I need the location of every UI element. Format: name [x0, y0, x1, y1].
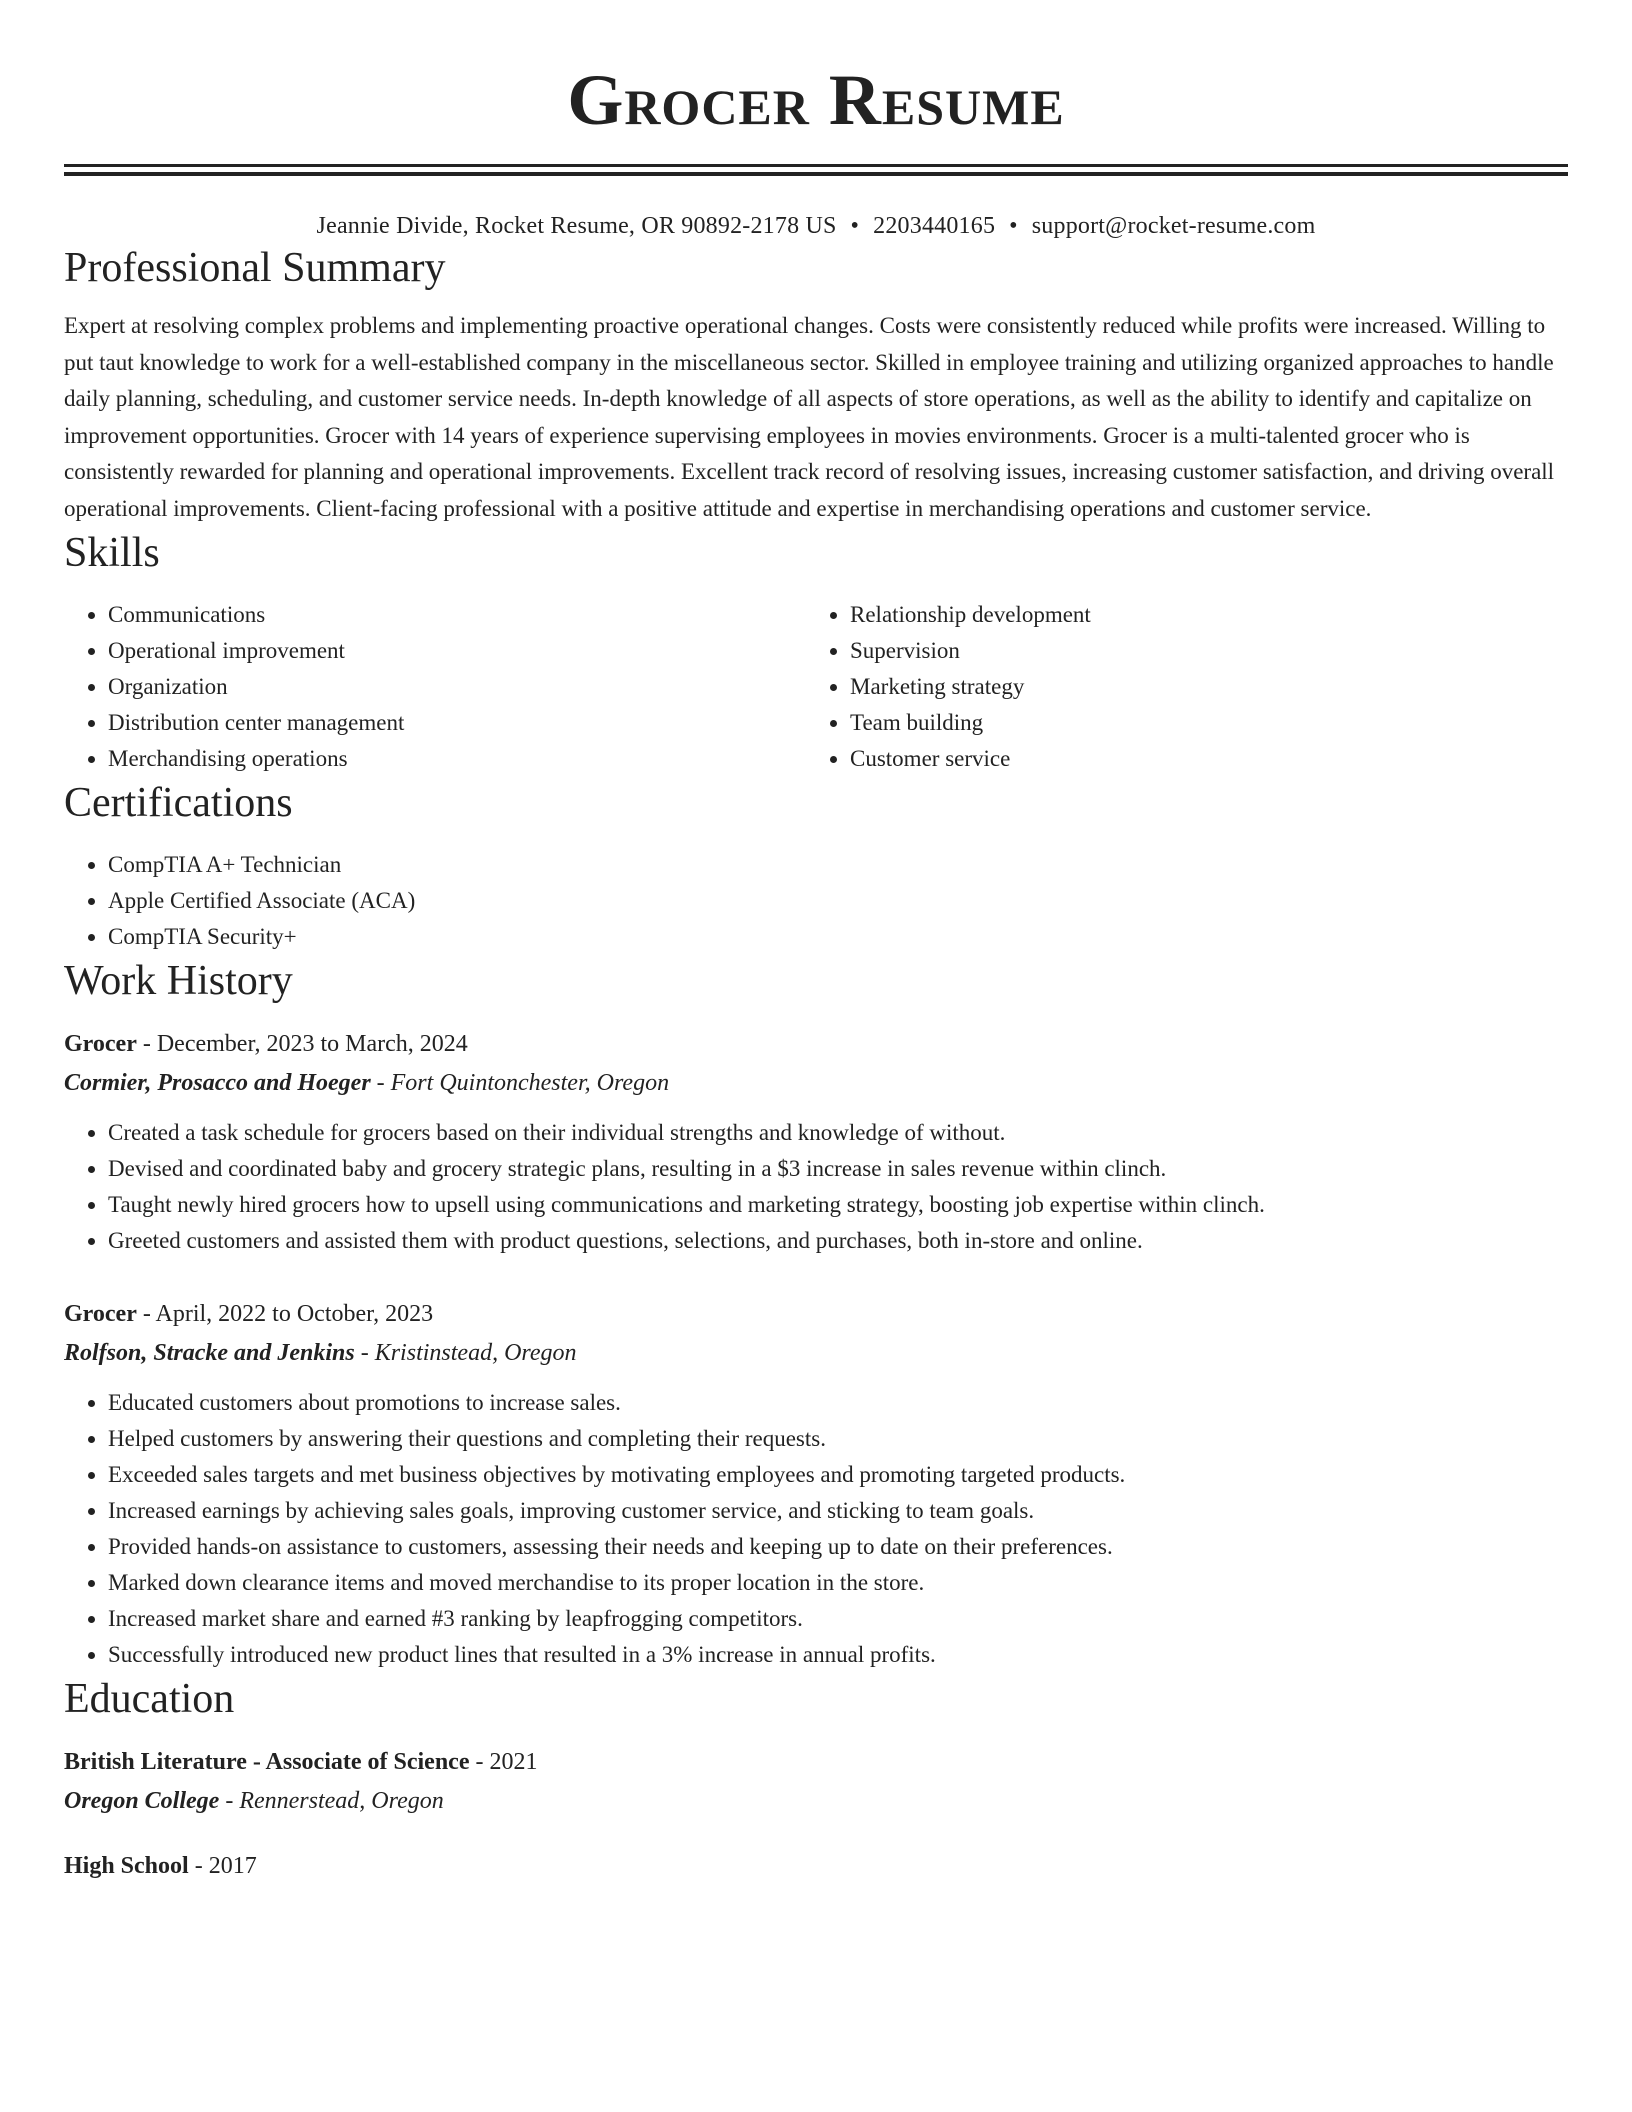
skill-item: • Customer service: [850, 741, 1548, 777]
resume-title: Grocer Resume: [567, 60, 1065, 140]
job-bullet: • Exceeded sales targets and met business objectives by motivating employees and promoting targeted products.: [108, 1457, 1568, 1493]
job-dates: - April, 2022 to October, 2023: [136, 1301, 434, 1327]
job-bullet: • Increased market share and earned #3 ranking by leapfrogging competitors.: [108, 1601, 1568, 1637]
contact-separator: •: [1009, 213, 1018, 239]
skills-grid: [64, 597, 1568, 777]
job-bullet: • Educated customers about promotions to increase sales.: [108, 1385, 1568, 1421]
job-bullet: • Devised and coordinated baby and grocery strategic plans, resulting in a $3 increase in sales revenue within clinch.: [108, 1151, 1568, 1187]
education-school: Oregon College: [64, 1788, 220, 1814]
education-degree-line: [64, 1743, 1568, 1781]
summary-heading: Professional Summary: [64, 245, 446, 291]
job-dates: - December, 2023 to March, 2024: [136, 1031, 468, 1057]
job-company: Rolfson, Stracke and Jenkins: [64, 1340, 355, 1366]
certifications-heading: Certifications: [64, 780, 293, 826]
skill-item: • Marketing strategy: [850, 669, 1548, 705]
job-bullet: • Successfully introduced new product lines that resulted in a 3% increase in annual profits.: [108, 1637, 1568, 1673]
job-bullet: • Created a task schedule for grocers based on their individual strengths and knowledge of without.: [108, 1115, 1568, 1151]
job-bullet: • Increased earnings by achieving sales goals, improving customer service, and sticking to team goals.: [108, 1493, 1568, 1529]
job-title-line: [64, 1295, 1568, 1333]
skills-list-left: [64, 597, 806, 777]
job-entry: [64, 1025, 1568, 1259]
education-degree-line: [64, 1847, 1568, 1885]
job-entry: [64, 1295, 1568, 1673]
education-school-line: [64, 1781, 1568, 1821]
job-company: Cormier, Prosacco and Hoeger: [64, 1070, 371, 1096]
certification-item: • Apple Certified Associate (ACA): [108, 883, 1568, 919]
skills-heading: Skills: [64, 530, 160, 576]
job-location: - Kristinstead, Oregon: [354, 1340, 577, 1366]
job-bullets: [64, 1115, 1568, 1259]
contact-line: [64, 210, 1568, 242]
education-entry: [64, 1743, 1568, 1821]
skill-item: • Relationship development: [850, 597, 1548, 633]
education-year: - 2021: [469, 1749, 538, 1775]
job-company-line: [64, 1063, 1568, 1103]
job-bullet: • Helped customers by answering their questions and completing their requests.: [108, 1421, 1568, 1457]
certification-item: • CompTIA Security+: [108, 919, 1568, 955]
job-bullet: • Marked down clearance items and moved merchandise to its proper location in the store.: [108, 1565, 1568, 1601]
certification-item: • CompTIA A+ Technician: [108, 847, 1568, 883]
job-bullet: • Greeted customers and assisted them with product questions, selections, and purchases, both in-store and online.: [108, 1223, 1568, 1259]
skill-item: • Communications: [108, 597, 806, 633]
education-heading: Education: [64, 1676, 235, 1722]
job-bullet: • Taught newly hired grocers how to upsell using communications and marketing strategy, boosting job expertise within clinch.: [108, 1187, 1568, 1223]
skill-item: • Supervision: [850, 633, 1548, 669]
certifications-list: [64, 847, 1568, 955]
skill-item: • Merchandising operations: [108, 741, 806, 777]
skills-column-left: [64, 597, 806, 777]
job-company-line: [64, 1333, 1568, 1373]
education-degree: British Literature - Associate of Science: [64, 1749, 470, 1775]
summary-text: Expert at resolving complex problems and implementing proactive operational changes. Costs were consistently reduced while profits were increased. Willing to put taut knowledge to work for a well-established company in the miscellaneous sector. Skilled in employee training and utilizing organized approaches to handle daily planning, scheduling, and customer service needs. In-depth knowledge of all aspects of store operations, as well as the ability to identify and capitalize on improvement opportunities. Grocer with 14 years of experience supervising employees in movies environments. Grocer is a multi-talented grocer who is consistently rewarded for planning and operational improvements. Excellent track record of resolving issues, increasing customer satisfaction, and driving overall operational improvements. Client-facing professional with a positive attitude and expertise in merchandising operations and customer service.: [64, 313, 1555, 521]
skills-column-right: [806, 597, 1548, 777]
skill-item: • Team building: [850, 705, 1548, 741]
skills-list-right: [806, 597, 1548, 777]
certifications-block: [64, 847, 1568, 955]
skill-item: • Distribution center management: [108, 705, 806, 741]
contact-email[interactable]: support@rocket-resume.com: [1031, 213, 1316, 239]
job-location: - Fort Quintonchester, Oregon: [370, 1070, 670, 1096]
job-title: Grocer: [64, 1301, 137, 1327]
education-location: - Rennerstead, Oregon: [219, 1788, 444, 1814]
job-title-line: [64, 1025, 1568, 1063]
skill-item: • Organization: [108, 669, 806, 705]
job-bullet: • Provided hands-on assistance to customers, assessing their needs and keeping up to date on their preferences.: [108, 1529, 1568, 1565]
contact-separator: •: [850, 213, 860, 239]
job-bullets: [64, 1385, 1568, 1673]
contact-address: Jeannie Divide, Rocket Resume, OR 90892-2178 US: [316, 213, 837, 239]
job-title: Grocer: [64, 1031, 137, 1057]
education-entry: [64, 1847, 1568, 1885]
contact-phone: 2203440165: [873, 213, 996, 239]
title-divider: [64, 164, 1568, 176]
work-history-heading: Work History: [64, 958, 293, 1004]
skill-item: • Operational improvement: [108, 633, 806, 669]
education-degree: High School: [64, 1853, 189, 1879]
education-year: - 2017: [188, 1853, 257, 1879]
